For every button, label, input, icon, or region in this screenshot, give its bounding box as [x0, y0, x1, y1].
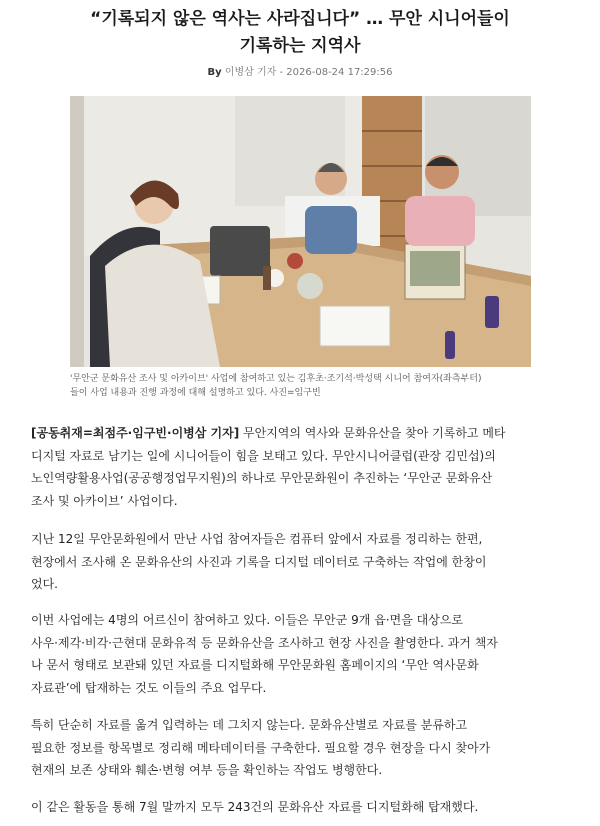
photo-illustration	[70, 96, 531, 367]
body-paragraph-5	[31, 796, 576, 819]
byline-label: By	[207, 67, 222, 78]
body-paragraph-1	[31, 422, 576, 512]
publish-timestamp: - 2026-08-24 17:29:56	[279, 67, 393, 78]
paragraph-line: 노인역량활용사업(공공행정업무지원)의 하나로 무안문화원이 추진하는 ‘무안군 문화유산	[31, 471, 493, 485]
body-paragraph-2	[31, 528, 576, 596]
paragraph-line	[31, 422, 576, 445]
paragraph-line: 이 같은 활동을 통해 7월 말까지 모두 243건의 문화유산 자료를 디지털화해 탑재했다.	[31, 800, 479, 814]
paragraph-line: 이번 사업에는 4명의 어르신이 참여하고 있다. 이들은 무안군 9개 읍·면을 대상으로	[31, 613, 463, 627]
photo-caption-line-1: '무안군 문화유산 조사 및 아카이브' 사업에 참여하고 있는 김후초·조기석·박성택 시니어 참여자(좌측부터)	[70, 374, 482, 384]
article-title-line-2: 기록하는 지역사	[239, 36, 361, 56]
paragraph-text: 무안지역의 역사와 문화유산을 찾아 기록하고 메타	[239, 426, 506, 440]
article-title-line-1: “기록되지 않은 역사는 사라집니다” … 무안 시니어들이	[90, 9, 510, 29]
paragraph-line: 나 문서 형태로 보관돼 있던 자료를 디지털화해 무안문화원 홈페이지의 ‘무안 역사문화	[31, 658, 479, 672]
press-credit: [공동취재=최점주·임구빈·이병삼 기자]	[31, 426, 240, 440]
article-photo	[70, 96, 531, 367]
byline	[0, 63, 600, 78]
paragraph-line: 디지털 자료로 남기는 일에 시니어들이 힘을 보태고 있다. 무안시니어클럽(관장 김민섭)의	[31, 448, 496, 463]
body-paragraph-3	[31, 609, 576, 699]
paragraph-line: 현재의 보존 상태와 훼손·변형 여부 등을 확인하는 작업도 병행한다.	[31, 763, 383, 777]
paragraph-line: 자료관’에 탑재하는 것도 이들의 주요 업무다.	[31, 680, 267, 695]
paragraph-line: 필요한 정보를 항목별로 정리해 메타데이터를 구축한다. 필요할 경우 현장을 다시 찾아가	[31, 740, 491, 755]
paragraph-line: 었다.	[31, 577, 58, 591]
paragraph-line: 사우·제각·비각·근현대 문화유적 등 문화유산을 조사하고 현장 사진을 촬영한다. 과거 책자	[31, 635, 498, 650]
photo-caption-line-2: 들이 사업 내용과 진행 과정에 대해 설명하고 있다. 사진=임구빈	[70, 388, 321, 398]
photo-caption	[70, 372, 540, 400]
paragraph-line: 현장에서 조사해 온 문화유산의 사진과 기록을 디지털 데이터로 구축하는 작업에 한창이	[31, 554, 487, 569]
body-paragraph-4	[31, 714, 576, 782]
paragraph-line: 조사 및 아카이브’ 사업이다.	[31, 493, 178, 508]
author-name: 이병삼 기자	[224, 67, 277, 78]
paragraph-line: 지난 12일 무안문화원에서 만난 사업 참여자들은 컴퓨터 앞에서 자료를 정리하는 한편,	[31, 532, 483, 546]
paragraph-line: 특히 단순히 자료를 옮겨 입력하는 데 그치지 않는다. 문화유산별로 자료를 분류하고	[31, 718, 468, 732]
